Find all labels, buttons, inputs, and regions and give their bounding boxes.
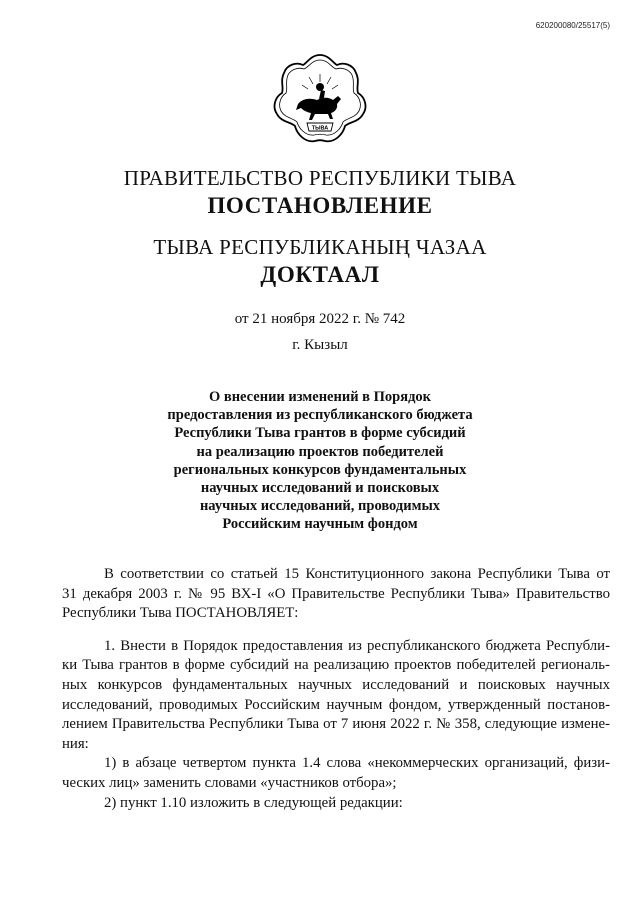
body-line: ческих лиц» заменить словами «участников отбора»;: [62, 774, 397, 791]
subject-line: научных исследований, проводимых: [199, 498, 441, 515]
document-type-title-tyvan: ДОКТААЛ: [260, 262, 380, 287]
body-line: лением Правительства Республики Тыва от 7 июня 2022 г. № 358, следующие измене-: [62, 716, 610, 733]
subject-line: Российским научным фондом: [222, 516, 418, 533]
svg-text:ТЫВА: ТЫВА: [311, 125, 329, 132]
body-line: ния:: [62, 735, 89, 752]
paragraph-subitem-2: [62, 794, 610, 814]
document-body: [62, 565, 610, 813]
body-line: исследований, проводимых Российским научным фондом, утвержденный постанов-: [62, 696, 610, 713]
body-line: Республики Тыва ПОСТАНОВЛЯЕТ:: [62, 605, 299, 622]
body-line: ки Тыва грантов в форме субсидий на реализацию проектов победителей региональ-: [62, 657, 610, 674]
document-subject: [150, 388, 490, 534]
body-line: 1. Внести в Порядок предоставления из республиканского бюджета Республи-: [104, 637, 610, 654]
subject-line: на реализацию проектов победителей: [196, 443, 444, 460]
subject-line: Республики Тыва грантов в форме субсидий: [174, 425, 466, 442]
government-title-tyvan: ТЫВА РЕСПУБЛИКАНЫҢ ЧАЗАА: [153, 235, 487, 259]
paragraph-preamble: [62, 565, 610, 624]
body-line: В соответствии со статьей 15 Конституционного закона Республики Тыва от: [104, 566, 610, 582]
body-line: 1) в абзаце четвертом пункта 1.4 слова «некоммерческих организаций, физи-: [104, 755, 610, 772]
body-line: ных конкурсов фундаментальных научных исследований и поисковых научных: [62, 676, 610, 693]
document-date-number: от 21 ноября 2022 г. № 742: [234, 311, 406, 327]
body-line: 31 декабря 2003 г. № 95 ВХ-I «О Правительстве Республики Тыва» Правительство: [62, 585, 610, 602]
document-id: 620200080/25517(5): [535, 21, 610, 30]
document-city: г. Кызыл: [292, 337, 348, 353]
subject-line: региональных конкурсов фундаментальных: [173, 461, 467, 478]
paragraph-subitem-1: [62, 754, 610, 793]
subject-line: предоставления из республиканского бюджета: [167, 407, 473, 424]
subject-line: О внесении изменений в Порядок: [208, 389, 432, 405]
coat-of-arms-icon: [271, 52, 369, 148]
paragraph-item-1: [62, 637, 610, 755]
government-title: ПРАВИТЕЛЬСТВО РЕСПУБЛИКИ ТЫВА: [123, 166, 517, 190]
body-line: 2) пункт 1.10 изложить в следующей редакции:: [104, 794, 403, 811]
subject-line: научных исследований и поисковых: [200, 480, 440, 497]
document-type-title: ПОСТАНОВЛЕНИЕ: [207, 193, 433, 218]
